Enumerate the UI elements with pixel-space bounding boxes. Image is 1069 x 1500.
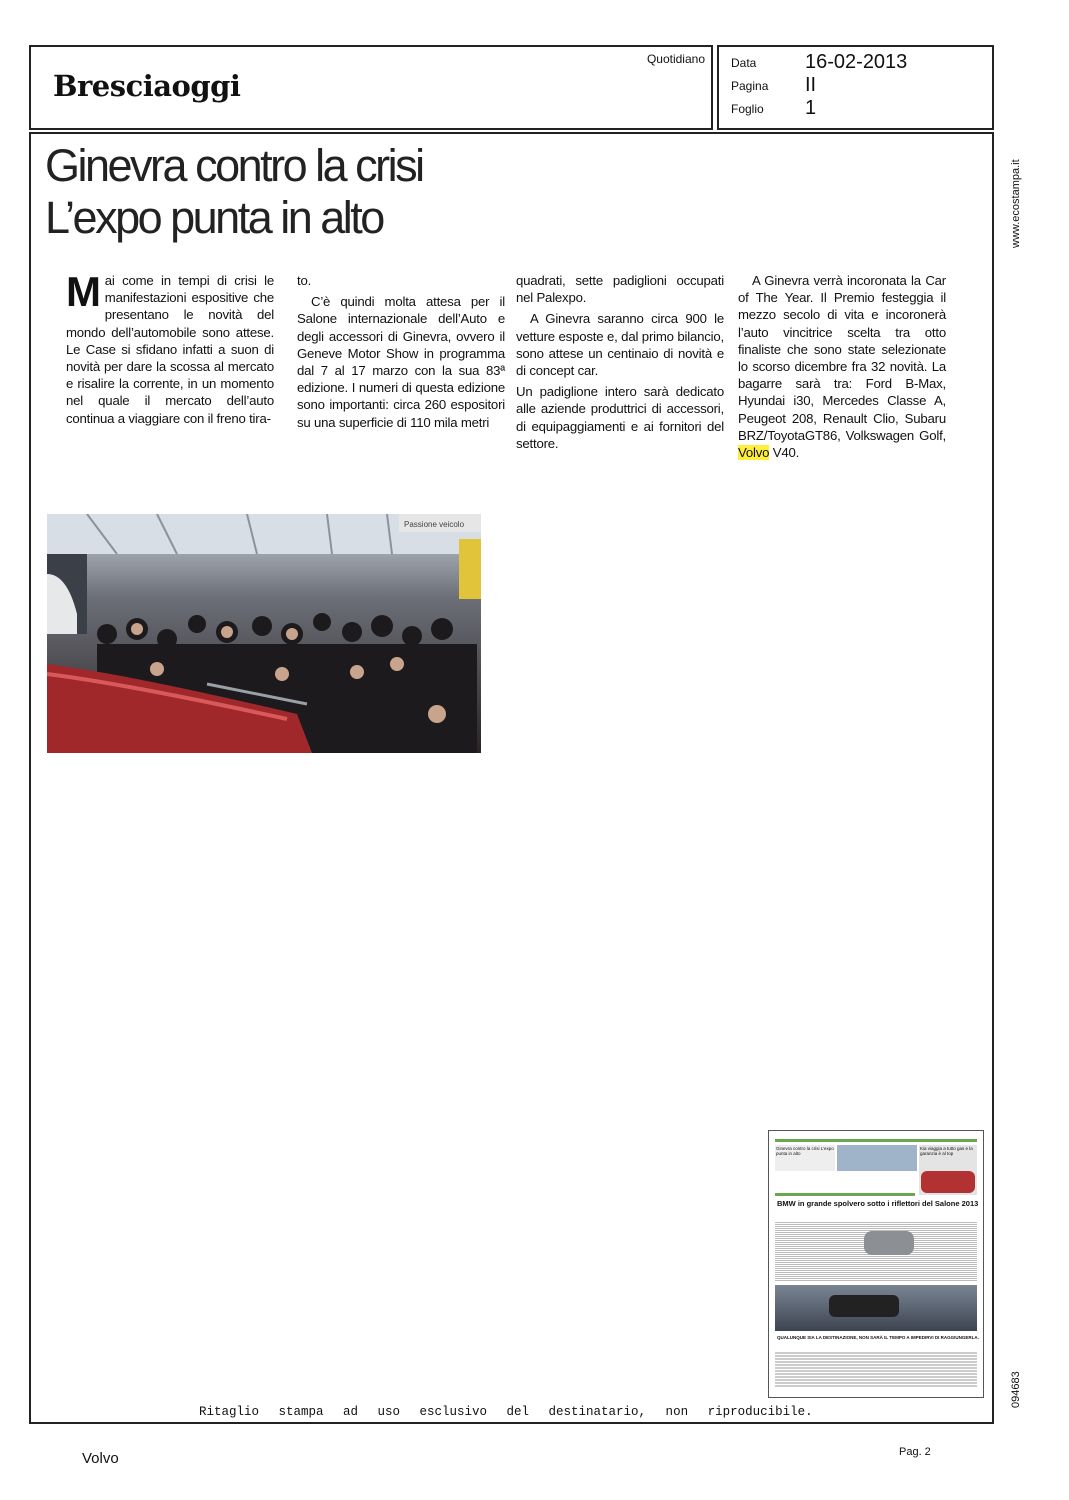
publication-meta [717,45,994,130]
column-3-paragraph-2: Un padiglione intero sarà dedicato alle aziende produttrici di accessori, di equipaggiamenti e ai fornitori del settore. [516,384,724,451]
column-3-paragraph-1: A Ginevra saranno circa 900 le vetture esposte e, dal primo bilancio, sono attese un centinaio di novità e di concept car. [516,311,724,379]
page-number: Pag. 2 [899,1446,931,1458]
column-4-text-end: V40. [772,445,800,461]
newspaper-name: Bresciaoggi [53,69,241,103]
headline-line-1: Ginevra contro la crisi [45,140,423,191]
footer-keyword: Volvo [82,1450,119,1467]
date-row [731,51,908,73]
headline-line-2: L’expo punta in alto [45,192,383,243]
column-2-text: C’è quindi molta attesa per il Salone internazionale dell’Auto e degli accessori di Ginevra, ovvero il Geneve Motor Show in programma dal 7 al 17 marzo con la sua 83ª edizione. I numeri di questa edizione sono importanti: circa 260 espositori su una superficie di 110 mila metri [297,294,505,430]
highlighted-keyword: Volvo [738,445,770,461]
column-1-text: ai come in tempi di crisi le manifestazioni espositive che presentano le novità del mondo dell’automobile sono attese. Le Case si sfidano infatti a suon di novità per dare la scossa al mercato e risalire la corrente, in un momento nel quale il mercato dell’auto continua a viaggiare con il freno tira- [66,273,274,426]
sheet-label: Foglio [731,102,764,116]
page-value: II [805,74,817,96]
page-label: Pagina [731,79,769,93]
page-thumbnail [768,1130,984,1398]
thumb-photo [837,1145,917,1171]
crowd-photo-illustration [47,514,481,753]
date-label: Data [731,56,757,70]
sheet-row [731,97,817,119]
thumb-headline: Ginevra contro la crisi L’expo punta in alto [775,1145,835,1171]
article-column-1 [66,268,274,431]
newspaper-header [29,45,713,130]
thumb-ad-text: QUALUNQUE SIA LA DESTINAZIONE, NON SARÀ IL TEMPO A IMPEDIRVI DI RAGGIUNGERLA. [777,1335,979,1340]
thumb-green-bar [775,1139,977,1142]
thumb-bmw-car [864,1231,914,1255]
thumb-ad-fineprint [775,1351,977,1387]
date-value: 16-02-2013 [805,51,908,73]
column-2-lead: to. [297,273,312,288]
side-code: 094683 [1010,1371,1022,1408]
page-row [731,74,817,96]
article-column-2 [297,272,505,435]
sheet-value: 1 [805,97,817,119]
article-column-3 [516,272,724,456]
thumb-ad-car [829,1295,899,1317]
column-4-paragraph [738,272,946,461]
clipping-disclaimer: Ritaglio stampa ad uso esclusivo del destinatario, non riproducibile. [199,1405,813,1419]
thumb-red-car [921,1171,975,1193]
column-3-lead: quadrati, sette padiglioni occupati nel Palexpo. [516,273,724,306]
article-column-4 [738,272,946,465]
article-headline [45,140,423,244]
thumb-side-headline: Kia viaggia a tutto gas e la garanzia è al top [920,1146,973,1156]
column-4-text: A Ginevra verrà incoronata la Car of The Year. Il Premio festeggia il mezzo secolo di vita e incoronerà l’auto vincitrice scelta tra otto finaliste che sono state selezionate lo scorso dicembre fra 32 novità. La bagarre sarà tra: Ford B-Max, Hyundai i30, Mercedes Classe A, Peugeot 208, Renault Clio, Subaru BRZ/ToyotaGT86, Volkswagen Golf, [738,273,946,443]
thumb-main-title: BMW in grande spolvero sotto i riflettori del Salone 2013 [777,1199,979,1208]
side-website: www.ecostampa.it [1010,159,1022,248]
article-photo [47,514,481,753]
photo-banner-text: Passione veicolo [404,520,465,529]
drop-cap: M [66,268,101,315]
thumb-divider [775,1193,915,1196]
publication-type: Quotidiano [646,52,705,66]
